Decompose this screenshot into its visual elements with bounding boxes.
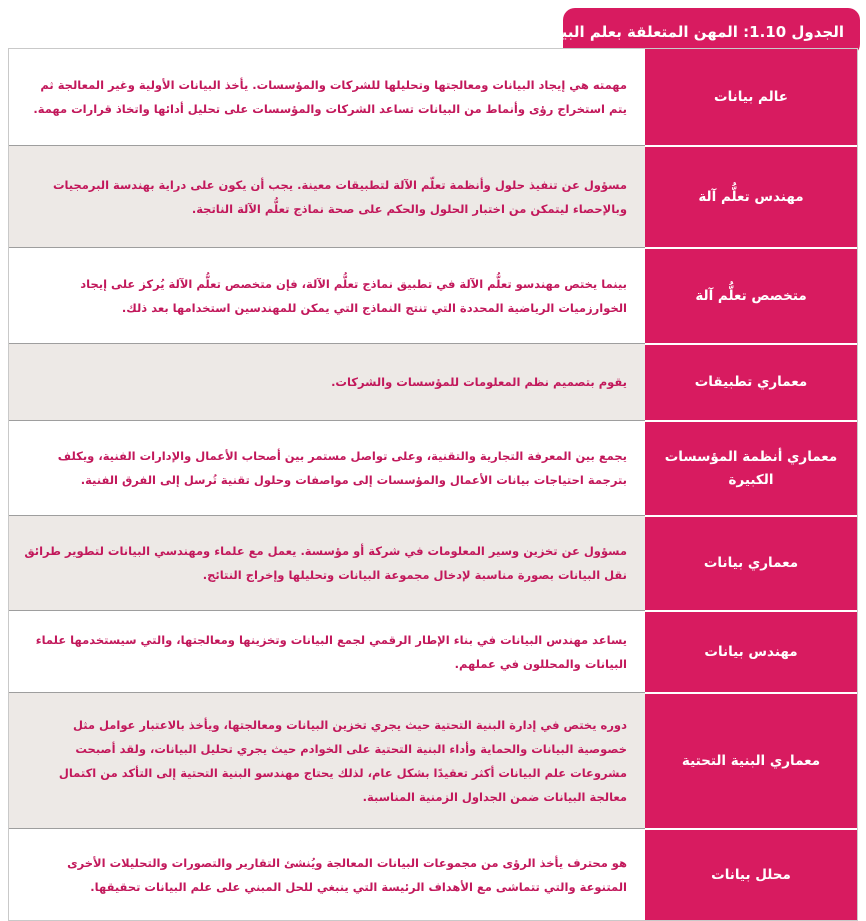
job-title-cell: معماري بيانات	[645, 515, 857, 610]
job-title-cell: محلل بيانات	[645, 828, 857, 920]
job-title-cell: معماري أنظمة المؤسسات الكبيرة	[645, 420, 857, 515]
job-description-cell: يقوم بتصميم نظم المعلومات للمؤسسات والشركات.	[9, 343, 645, 420]
table-row	[9, 247, 857, 343]
job-title-cell: معماري البنية التحتية	[645, 692, 857, 828]
job-description-cell: مسؤول عن تخزين وسير المعلومات في شركة أو مؤسسة. يعمل مع علماء ومهندسي البيانات لتطوير طرائق نقل البيانات بصورة مناسبة لإدخال مجموعة البيانات وتحليلها وإخراج النتائج.	[9, 515, 645, 610]
careers-table	[8, 48, 858, 921]
job-title-cell: مهندس بيانات	[645, 610, 857, 692]
job-title-cell: متخصص تعلُّم آلة	[645, 247, 857, 343]
table-row	[9, 692, 857, 828]
table-title: الجدول 1.10: المهن المتعلقة بعلم البيانات	[563, 8, 860, 56]
table-row	[9, 49, 857, 145]
table-row	[9, 610, 857, 692]
table-row	[9, 145, 857, 247]
job-description-cell: هو محترف يأخذ الرؤى من مجموعات البيانات المعالجة ويُنشئ التقارير والتصورات والتحليلات الأخرى المتنوعة والتي تتماشى مع الأهداف الرئيسة التي ينبغي للحل المبني على علم البيانات تحقيقها.	[9, 828, 645, 920]
job-description-cell: يساعد مهندس البيانات في بناء الإطار الرقمي لجمع البيانات وتخزينها ومعالجتها، والتي سيستخدمها علماء البيانات والمحللون في عملهم.	[9, 610, 645, 692]
table-row	[9, 828, 857, 920]
table-row	[9, 343, 857, 420]
table-row	[9, 420, 857, 515]
table-row	[9, 515, 857, 610]
job-description-cell: يجمع بين المعرفة التجارية والتقنية، وعلى تواصل مستمر بين أصحاب الأعمال والإدارات الفنية، ويكلف بترجمة احتياجات بيانات الأعمال والمؤسسات إلى مواصفات وحلول تقنية تُرسل إلى الفرق الفنية.	[9, 420, 645, 515]
job-description-cell: مهمته هي إيجاد البيانات ومعالجتها وتحليلها للشركات والمؤسسات. يأخذ البيانات الأولية وغير المعالجة ثم يتم استخراج رؤى وأنماط من البيانات تساعد الشركات والمؤسسات على تحليل أدائها واتخاذ قرارات مهمة.	[9, 49, 645, 145]
job-title-cell: عالم بيانات	[645, 49, 857, 145]
job-description-cell: بينما يختص مهندسو تعلُّم الآلة في تطبيق نماذج تعلُّم الآلة، فإن متخصص تعلُّم الآلة يُركز على إيجاد الخوارزميات الرياضية المحددة التي تنتج النماذج التي يمكن للمهندسين استخدامها بعد ذلك.	[9, 247, 645, 343]
job-description-cell: مسؤول عن تنفيذ حلول وأنظمة تعلّم الآلة لتطبيقات معينة. يجب أن يكون على دراية بهندسة البرمجيات وبالإحصاء ليتمكن من اختبار الحلول والحكم على صحة نماذج تعلُّم الآلة الناتجة.	[9, 145, 645, 247]
job-title-cell: مهندس تعلُّم آلة	[645, 145, 857, 247]
job-description-cell: دوره يختص في إدارة البنية التحتية حيث يجري تخزين البيانات ومعالجتها، ويأخذ بالاعتبار عوامل مثل خصوصية البيانات والحماية وأداء البنية التحتية على الخوادم حيث يجري تحليل البيانات، ولقد أصبحت مشروعات علم البيانات أكثر تعقيدًا بشكل عام، لذلك يحتاج مهندسو البنية التحتية إلى التأكد من اكتمال معالجة البيانات ضمن الجداول الزمنية المناسبة.	[9, 692, 645, 828]
job-title-cell: معماري تطبيقات	[645, 343, 857, 420]
